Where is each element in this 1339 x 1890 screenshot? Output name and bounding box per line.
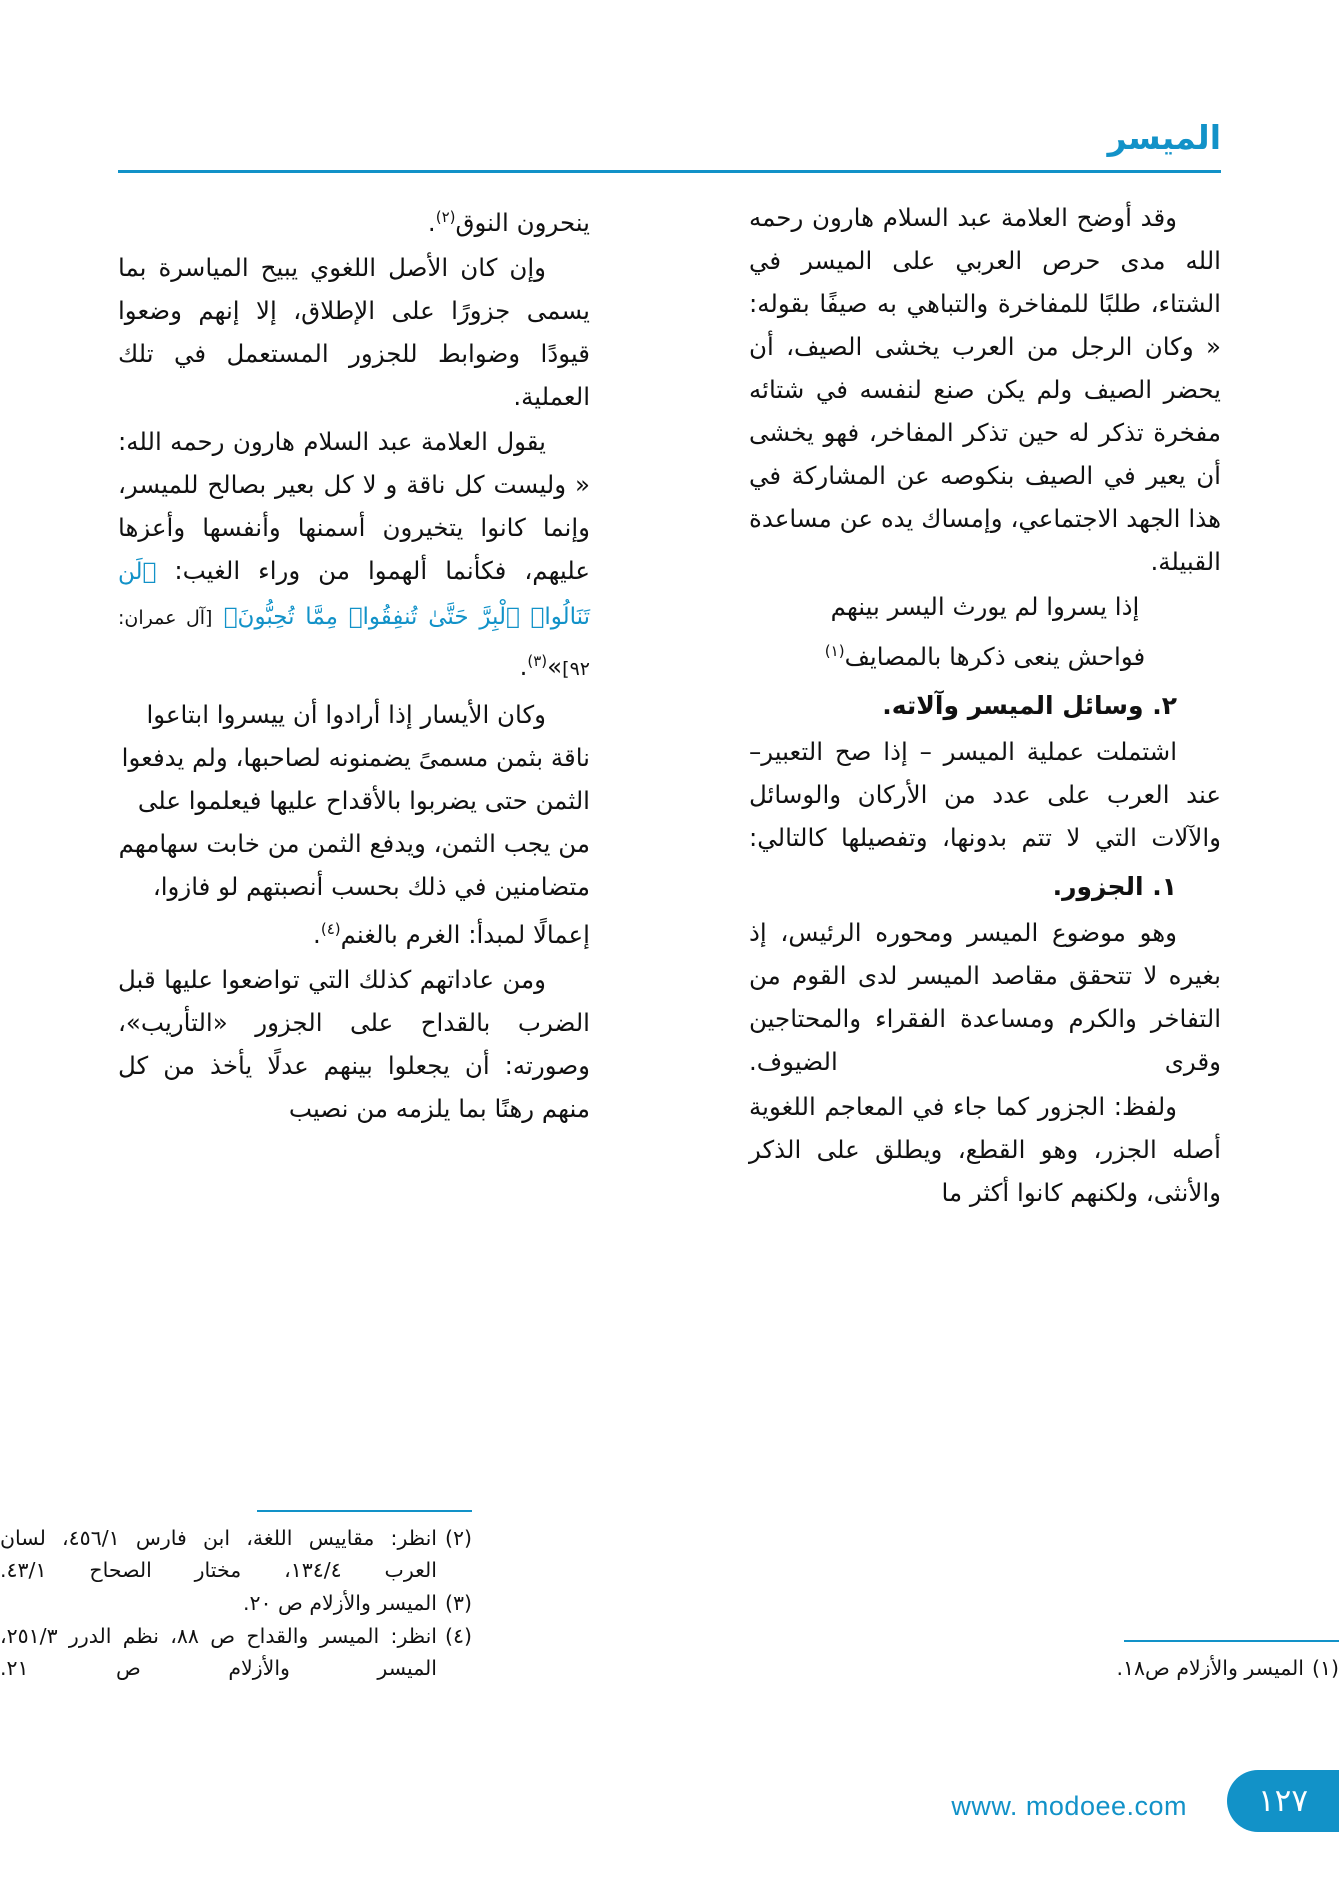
footnote-number: (٢) (444, 1526, 472, 1550)
footnotes-left (0, 1510, 472, 1686)
paragraph-text: وكان الأيسار إذا أرادوا أن ييسروا ابتاعوا ناقة بثمن مسمىً يضمنونه لصاحبها، ولم يدفعوا الثمن حتى يضربوا بالأقداح عليها فيعلموا على من يجب الثمن، ويدفع الثمن من خابت سهامهم متضامنين في ذلك بحسب أنصبتهم لو فازوا، إعمالًا لمبدأ: الغرم بالغنم (118, 700, 590, 950)
footnote-text: الميسر والأزلام ص١٨. (1116, 1656, 1304, 1680)
footnote-number: (٤) (444, 1624, 472, 1648)
page-header (118, 118, 1221, 170)
footnote-item (0, 1587, 472, 1619)
footnote-divider (1124, 1640, 1339, 1643)
page-title: الميسر (1107, 118, 1221, 157)
verse-line-2-text: فواحش ينعى ذكرها بالمصايف (844, 642, 1146, 672)
paragraph: وقد أوضح العلامة عبد السلام هارون رحمه الله مدى حرص العربي على الميسر في الشتاء، طلبًا للمفاخرة والتباهي به صيفًا بقوله: « وكان الرجل من العرب يخشى الصيف، أن يحضر الصيف ولم يكن صنع لنفسه في شتائه مفخرة تذكر له حين تذكر المفاخر، فهو يخشى أن يعير في الصيف بنكوصه عن المشاركة في هذا الجهد الاجتماعي، وإمساك يده عن مساعدة القبيلة. (749, 203, 1221, 576)
footnote-marker-1: (١) (824, 642, 845, 660)
quran-reference: [آل عمران: ٩٢] (118, 607, 590, 681)
paragraph: ينحرون النوق$^{(٢)}$. (427, 208, 590, 238)
footnote-item (0, 1620, 472, 1684)
footnote-divider (257, 1510, 472, 1513)
section-heading-2: ٢. وسائل الميسر وآلاته. (882, 691, 1177, 721)
column-left (118, 196, 590, 1132)
footnote-number: (٣) (444, 1591, 472, 1615)
footnote-marker-3: (٣) (527, 652, 548, 671)
quote-close: » (547, 652, 563, 682)
paragraph: يقول العلامة عبد السلام هارون رحمه الله: « وليست كل ناقة و لا كل بعير بصالح للميسر، وإنما كانوا يتخيرون أسمنها وأنفسها وأعزها عليهم، فكأنما ألهموا من وراء الغيب: ﴿لَن تَنَالُوا۟ ٱلْبِرَّ حَتَّىٰ تُنفِقُوا۟ مِمَّا تُحِبُّونَ﴾ [آل عمران: ٩٢]»$^{(٣)}$. (118, 427, 590, 682)
paragraph: وهو موضوع الميسر ومحوره الرئيس، إذ بغيره لا تتحقق مقاصد الميسر لدى القوم من التفاخر والكرم ومساعدة الفقراء والمحتاجين وقرى الضيوف. (749, 918, 1221, 1077)
footnote-marker-4: (٤) (320, 920, 341, 939)
quran-verse: ﴿لَن تَنَالُوا۟ ٱلْبِرَّ حَتَّىٰ تُنفِقُوا۟ مِمَّا تُحِبُّونَ﴾ (118, 559, 590, 631)
footnote-marker-2: (٢) (435, 208, 456, 226)
footnote-item (0, 1522, 472, 1586)
verse-line-1: إذا يسروا لم يورث اليسر بينهم (830, 592, 1140, 621)
body-columns (118, 196, 1221, 1626)
footnote-text: انظر: الميسر والقداح ص ٨٨، نظم الدرر ٢٥١/٣، الميسر والأزلام ص ٢١. (0, 1624, 437, 1680)
footnote-text: الميسر والأزلام ص ٢٠. (242, 1591, 437, 1615)
page-footer (0, 1740, 1339, 1890)
paragraph: ومن عاداتهم كذلك التي تواضعوا عليها قبل الضرب بالقداح على الجزور «التأريب»، وصورته: أن يجعلوا بينهم عدلًا يأخذ من كل منهم رهنًا بما يلزمه من نصيب (118, 965, 590, 1124)
paragraph: وإن كان الأصل اللغوي يبيح المياسرة بما يسمى جزورًا على الإطلاق، إلا إنهم وضعوا قيودًا وضوابط للجزور المستعمل في تلك العملية. (118, 253, 590, 412)
paragraph: اشتملت عملية الميسر – إذا صح التعبير– عند العرب على عدد من الأركان والوسائل والآلات التي لا تتم بدونها، وتفصيلها كالتالي: (749, 737, 1221, 853)
footnote-number: (١) (1311, 1656, 1339, 1680)
section-heading-1: ١. الجزور. (1052, 872, 1177, 902)
header-divider (118, 170, 1221, 173)
footnote-text: انظر: مقاييس اللغة، ابن فارس ٤٥٦/١، لسان العرب ١٣٤/٤، مختار الصحاح ٤٣/١. (0, 1526, 437, 1582)
verse-line-2 (749, 630, 1221, 678)
page-number-badge: ١٢٧ (1227, 1770, 1339, 1832)
paragraph: وكان الأيسار إذا أرادوا أن ييسروا ابتاعوا ناقة بثمن مسمىً يضمنونه لصاحبها، ولم يدفعوا الثمن حتى يضربوا بالأقداح عليها فيعلموا على من يجب الثمن، ويدفع الثمن من خابت سهامهم متضامنين في ذلك بحسب أنصبتهم لو فازوا، إعمالًا لمبدأ: الغرم بالغنم$^{(٤)}$. (118, 700, 590, 950)
footnote-item (867, 1652, 1339, 1684)
site-url[interactable]: www. modoee.com (951, 1791, 1187, 1821)
paragraph: ولفظ: الجزور كما جاء في المعاجم اللغوية أصله الجزر، وهو القطع، ويطلق على الذكر والأنثى، ولكنهم كانوا أكثر ما (749, 1092, 1221, 1208)
column-right (749, 196, 1221, 1216)
paragraph-text: يقول العلامة عبد السلام هارون رحمه الله: « وليست كل ناقة و لا كل بعير بصالح للميسر، وإنما كانوا يتخيرون أسمنها وأنفسها وأعزها عليهم، فكأنما ألهموا من وراء الغيب: (118, 427, 590, 586)
footnotes-right (867, 1640, 1339, 1686)
paragraph-text: ينحرون النوق (455, 208, 590, 238)
